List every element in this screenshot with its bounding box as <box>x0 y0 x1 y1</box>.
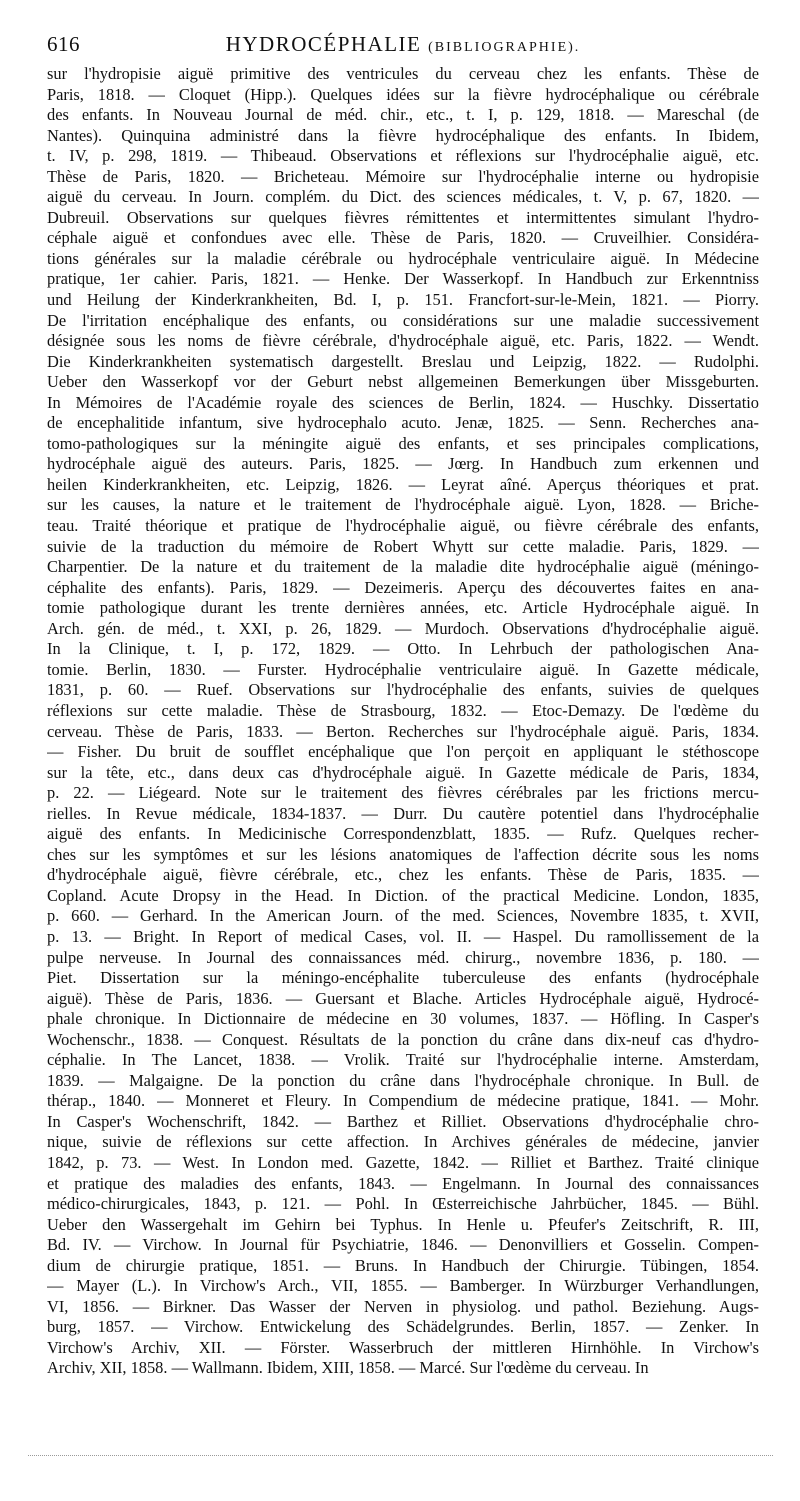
text-line: de encephalitide infantum, sive hydrocephalo acuto. Jenæ, 1825. — Senn. Recherches ana- <box>47 413 759 433</box>
text-line: Wochenschr., 1838. — Conquest. Résultats de la ponction du crâne dans dix-neuf cas d'hydro- <box>47 1029 759 1049</box>
text-line: De l'irritation encéphalique des enfants, ou considérations sur une maladie successivement <box>47 310 759 330</box>
text-line: In Casper's Wochenschrift, 1842. — Barthez et Rilliet. Observations d'hydrocéphalie chro- <box>47 1111 759 1131</box>
text-line: médico-chirurgicales, 1843, p. 121. — Pohl. In Œsterreichische Jahrbücher, 1845. — Bühl. <box>47 1194 759 1214</box>
bibliography-text <box>47 64 759 1379</box>
running-title <box>47 32 759 57</box>
text-line: Copland. Acute Dropsy in the Head. In Diction. of the practical Medicine. London, 1835, <box>47 885 759 905</box>
running-title-main: HYDROCÉPHALIE <box>225 32 422 56</box>
text-line: p. 660. — Gerhard. In the American Journ. of the med. Sciences, Novembre 1835, t. XVII, <box>47 906 759 926</box>
text-line: aiguë du cerveau. In Journ. complém. du Dict. des sciences médicales, t. V, p. 67, 1820. — <box>47 187 759 207</box>
text-line: In Mémoires de l'Académie royale des sciences de Berlin, 1824. — Huschky. Dissertatio <box>47 392 759 412</box>
text-line: 1831, p. 60. — Ruef. Observations sur l'hydrocéphalie des enfants, suivies de quelques <box>47 680 759 700</box>
text-line: Piet. Dissertation sur la méningo-encéphalite tuberculeuse des enfants (hydrocéphale <box>47 968 759 988</box>
text-line: réflexions sur cette maladie. Thèse de Strasbourg, 1832. — Etoc-Demazy. De l'œdème du <box>47 700 759 720</box>
text-line: rielles. In Revue médicale, 1834-1837. — Durr. Du cautère potentiel dans l'hydrocéphalie <box>47 803 759 823</box>
text-line: — Mayer (L.). In Virchow's Arch., VII, 1855. — Bamberger. In Würzburger Verhandlungen, <box>47 1276 759 1296</box>
text-line: ches sur les symptômes et sur les lésions anatomiques de l'affection décrite sous les noms <box>47 844 759 864</box>
text-line: Charpentier. De la nature et du traitement de la maladie dite hydrocéphalie aiguë (méningo- <box>47 557 759 577</box>
text-line: cerveau. Thèse de Paris, 1833. — Berton. Recherches sur l'hydrocéphale aiguë. Paris, 1834. <box>47 721 759 741</box>
text-line: VI, 1856. — Birkner. Das Wasser der Nerven in physiolog. und pathol. Beziehung. Augs- <box>47 1296 759 1316</box>
text-line: Archiv, XII, 1858. — Wallmann. Ibidem, XIII, 1858. — Marcé. Sur l'œdème du cerveau. In <box>47 1358 649 1378</box>
text-line: thérap., 1840. — Monneret et Fleury. In Compendium de médecine pratique, 1841. — Mohr. <box>47 1091 759 1111</box>
text-line: tomo-pathologiques sur la méningite aiguë des enfants, et ses principales complications, <box>47 433 759 453</box>
running-title-subtitle: (BIBLIOGRAPHIE). <box>428 40 581 55</box>
text-line: Nantes). Quinquina administré dans la fièvre hydrocéphalique des enfants. In Ibidem, <box>47 125 759 145</box>
text-line: tions générales sur la maladie cérébrale ou hydrocéphale ventriculaire aiguë. In Médecine <box>47 248 759 268</box>
text-line: In la Clinique, t. I, p. 172, 1829. — Otto. In Lehrbuch der pathologischen Ana- <box>47 639 759 659</box>
text-line: — Fisher. Du bruit de soufflet encéphalique que l'on perçoit en appliquant le stéthoscope <box>47 742 759 762</box>
text-line: Dubreuil. Observations sur quelques fièvres rémittentes et intermittentes simulant l'hydro- <box>47 207 759 227</box>
text-line: p. 13. — Bright. In Report of medical Cases, vol. II. — Haspel. Du ramollissement de la <box>47 926 759 946</box>
text-line: et pratique des maladies des enfants, 1843. — Engelmann. In Journal des connaissances <box>47 1173 759 1193</box>
text-line: Virchow's Archiv, XII. — Förster. Wasserbruch der mittleren Hirnhöhle. In Virchow's <box>47 1337 759 1357</box>
text-line: burg, 1857. — Virchow. Entwickelung des Schädelgrundes. Berlin, 1857. — Zenker. In <box>47 1317 759 1337</box>
text-line: pratique, 1er cahier. Paris, 1821. — Henke. Der Wasserkopf. In Handbuch zur Erkenntniss <box>47 269 759 289</box>
text-line: pulpe nerveuse. In Journal des connaissances méd. chirurg., novembre 1836, p. 180. — <box>47 947 759 967</box>
text-line: t. IV, p. 298, 1819. — Thibeaud. Observations et réflexions sur l'hydrocéphalie aiguë, etc. <box>47 146 759 166</box>
text-line: céphale aiguë et confondues avec elle. Thèse de Paris, 1820. — Cruveilhier. Considéra- <box>47 228 759 248</box>
footer-rule <box>28 1455 773 1456</box>
text-line: phale chronique. In Dictionnaire de médecine en 30 volumes, 1837. — Höfling. In Casper's <box>47 1009 759 1029</box>
text-line: 1842, p. 73. — West. In London med. Gazette, 1842. — Rilliet et Barthez. Traité clinique <box>47 1152 759 1172</box>
text-line: suivie de la traduction du mémoire de Robert Whytt sur cette maladie. Paris, 1829. — <box>47 536 759 556</box>
page-number: 616 <box>47 32 80 56</box>
text-line: dium de chirurgie pratique, 1851. — Bruns. In Handbuch der Chirurgie. Tübingen, 1854. <box>47 1255 759 1275</box>
text-line: sur les causes, la nature et le traitement de l'hydrocéphale aiguë. Lyon, 1828. — Briche- <box>47 495 759 515</box>
book-page <box>47 28 759 1379</box>
text-line: 1839. — Malgaigne. De la ponction du crâne dans l'hydrocéphale chronique. In Bull. de <box>47 1070 759 1090</box>
text-line: d'hydrocéphale aiguë, fièvre cérébrale, etc., chez les enfants. Thèse de Paris, 1835. — <box>47 865 759 885</box>
text-line: nique, suivie de réflexions sur cette affection. In Archives générales de médecine, janvier <box>47 1132 759 1152</box>
text-line: Thèse de Paris, 1820. — Bricheteau. Mémoire sur l'hydrocéphalie interne ou hydropisie <box>47 166 759 186</box>
text-line: Ueber den Wassergehalt im Gehirn bei Typhus. In Henle u. Pfeufer's Zeitschrift, R. III, <box>47 1214 759 1234</box>
text-line: des enfants. In Nouveau Journal de méd. chir., etc., t. I, p. 129, 1818. — Mareschal (de <box>47 105 759 125</box>
text-line: Ueber den Wasserkopf vor der Geburt nebst allgemeinen Bemerkungen über Missgeburten. <box>47 372 759 392</box>
text-line: p. 22. — Liégeard. Note sur le traitement des fièvres cérébrales par les frictions mercu- <box>47 783 759 803</box>
text-line: tomie pathologique durant les trente dernières années, etc. Article Hydrocéphale aiguë. In <box>47 598 759 618</box>
text-line: sur l'hydropisie aiguë primitive des ventricules du cerveau chez les enfants. Thèse de <box>47 64 759 83</box>
text-line: céphalite des enfants). Paris, 1829. — Dezeimeris. Aperçu des découvertes faites en ana- <box>47 577 759 597</box>
text-line: Arch. gén. de méd., t. XXI, p. 26, 1829. — Murdoch. Observations d'hydrocéphalie aiguë. <box>47 618 759 638</box>
text-line: hydrocéphale aiguë des auteurs. Paris, 1825. — Jœrg. In Handbuch zum erkennen und <box>47 454 759 474</box>
text-line: teau. Traité théorique et pratique de l'hydrocéphalie aiguë, ou fièvre cérébrale des enfants, <box>47 516 759 536</box>
text-line: sur la tête, etc., dans deux cas d'hydrocéphale aiguë. In Gazette médicale de Paris, 1834, <box>47 762 759 782</box>
text-line: Paris, 1818. — Cloquet (Hipp.). Quelques idées sur la fièvre hydrocéphalique ou cérébrale <box>47 84 759 104</box>
text-line: désignée sous les noms de fièvre cérébrale, d'hydrocéphale aiguë, etc. Paris, 1822. — Wendt. <box>47 331 759 351</box>
text-line: céphalie. In The Lancet, 1838. — Vrolik. Traité sur l'hydrocéphalie interne. Amsterdam, <box>47 1050 759 1070</box>
text-line: heilen Kinderkrankheiten, etc. Leipzig, 1826. — Leyrat aîné. Aperçus théoriques et prat. <box>47 474 759 494</box>
text-line: Die Kinderkrankheiten systematisch dargestellt. Breslau und Leipzig, 1822. — Rudolphi. <box>47 351 759 371</box>
text-line: tomie. Berlin, 1830. — Furster. Hydrocéphalie ventriculaire aiguë. In Gazette médicale, <box>47 659 759 679</box>
text-line: aiguë des enfants. In Medicinische Correspondenzblatt, 1835. — Rufz. Quelques recher- <box>47 824 759 844</box>
text-line: und Heilung der Kinderkrankheiten, Bd. I, p. 151. Francfort-sur-le-Mein, 1821. — Piorry. <box>47 290 759 310</box>
text-line: aiguë). Thèse de Paris, 1836. — Guersant et Blache. Articles Hydrocéphale aiguë, Hydrocé- <box>47 988 759 1008</box>
page-header <box>47 28 759 64</box>
text-line: Bd. IV. — Virchow. In Journal für Psychiatrie, 1846. — Denonvilliers et Gosselin. Compen- <box>47 1235 759 1255</box>
